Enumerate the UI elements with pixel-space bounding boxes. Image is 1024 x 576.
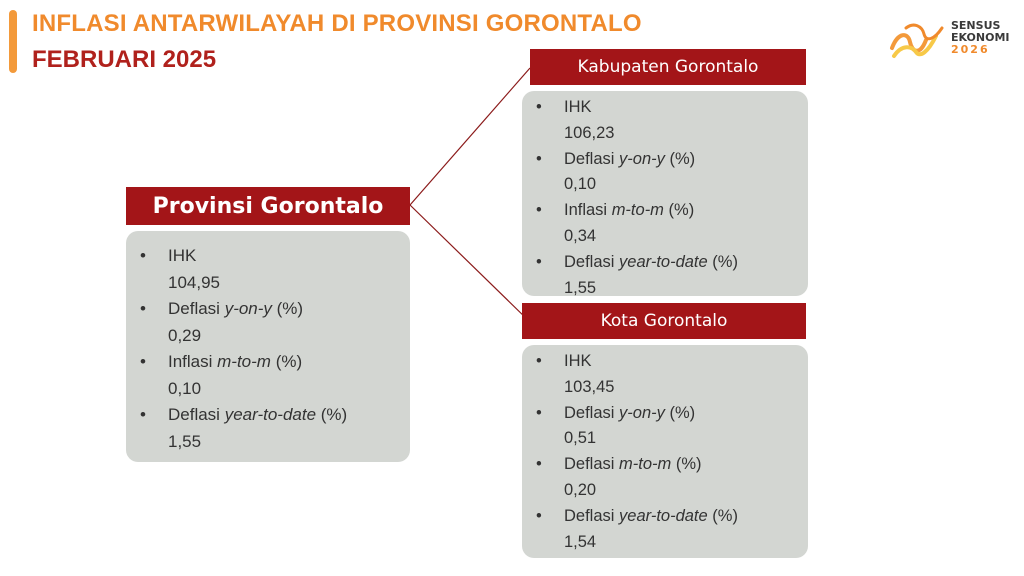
stat-label-period: y-on-y bbox=[619, 403, 665, 422]
kabupaten-header bbox=[530, 49, 806, 85]
stat-label-period: year-to-date bbox=[224, 405, 317, 424]
kabupaten-stats-box bbox=[522, 91, 808, 296]
kota-name: Kota Gorontalo bbox=[600, 311, 728, 331]
province-stats-list bbox=[168, 243, 347, 455]
stat-item bbox=[168, 296, 347, 349]
stat-value: 1,55 bbox=[564, 278, 597, 297]
kabupaten-name: Kabupaten Gorontalo bbox=[577, 57, 759, 77]
stat-item bbox=[168, 402, 347, 455]
stat-label-unit: (%) bbox=[707, 506, 738, 525]
connector-to-kota bbox=[410, 205, 530, 322]
stat-label-period: m-to-m bbox=[217, 352, 271, 371]
stat-value: 0,34 bbox=[564, 226, 597, 245]
stat-label-unit: (%) bbox=[270, 352, 303, 371]
stat-label bbox=[168, 296, 347, 323]
stat-label bbox=[564, 452, 738, 478]
stat-label-period: m-to-m bbox=[611, 201, 664, 220]
stat-label-text: Deflasi bbox=[564, 506, 620, 525]
stat-label-text: Deflasi bbox=[564, 252, 620, 271]
stat-label-period: m-to-m bbox=[619, 455, 672, 474]
stat-label-period: y-on-y bbox=[224, 299, 272, 318]
stat-label-unit: (%) bbox=[663, 201, 695, 220]
stat-value: 0,51 bbox=[564, 429, 597, 448]
stat-label-period: year-to-date bbox=[619, 506, 708, 525]
stat-label-unit: (%) bbox=[707, 252, 738, 271]
stat-label-unit: (%) bbox=[664, 403, 696, 422]
stat-item bbox=[564, 198, 738, 250]
stat-label bbox=[564, 504, 738, 530]
kabupaten-stats-list bbox=[564, 95, 738, 301]
stat-label-text: IHK bbox=[168, 246, 197, 265]
stat-value: 0,29 bbox=[168, 325, 202, 345]
stat-label-unit: (%) bbox=[271, 299, 304, 318]
connector-to-kabupaten bbox=[410, 68, 530, 205]
stat-value: 103,45 bbox=[564, 377, 615, 396]
province-stats-box bbox=[126, 231, 410, 462]
stat-label bbox=[168, 349, 347, 376]
stat-value: 0,10 bbox=[168, 378, 202, 398]
stat-label bbox=[564, 250, 738, 276]
stat-value: 0,10 bbox=[564, 175, 597, 194]
kota-header bbox=[522, 303, 806, 339]
stat-label-text: Deflasi bbox=[564, 455, 620, 474]
province-name: Provinsi Gorontalo bbox=[152, 193, 384, 219]
stat-label bbox=[168, 243, 347, 270]
province-header bbox=[126, 187, 410, 225]
stat-value: 104,95 bbox=[168, 272, 220, 292]
stat-value: 0,20 bbox=[564, 480, 597, 499]
logo-text-year: 2026 bbox=[951, 43, 990, 56]
stat-label-text: IHK bbox=[564, 352, 592, 370]
stat-item bbox=[564, 504, 738, 556]
stat-label-text: Inflasi bbox=[168, 352, 218, 371]
stat-item bbox=[564, 95, 738, 147]
logo-text-line2: EKONOMI bbox=[951, 31, 1010, 44]
stat-item bbox=[564, 250, 738, 302]
stat-item bbox=[564, 147, 738, 199]
stat-value: 106,23 bbox=[564, 123, 615, 142]
stat-value: 1,55 bbox=[168, 431, 202, 451]
stat-label-text: Deflasi bbox=[564, 403, 620, 422]
stat-label bbox=[564, 401, 738, 427]
stat-label-text: IHK bbox=[564, 98, 592, 116]
stat-label-text: Inflasi bbox=[564, 201, 612, 220]
stat-label bbox=[564, 198, 738, 224]
stat-item bbox=[168, 349, 347, 402]
stat-label-text: Deflasi bbox=[168, 299, 225, 318]
stat-label-unit: (%) bbox=[671, 455, 702, 474]
kota-stats-list bbox=[564, 349, 738, 555]
stat-value: 1,54 bbox=[564, 532, 597, 551]
kota-stats-box bbox=[522, 345, 808, 558]
stat-label bbox=[168, 402, 347, 429]
stat-label-period: y-on-y bbox=[619, 149, 665, 168]
stat-label-unit: (%) bbox=[664, 149, 696, 168]
stat-label bbox=[564, 349, 738, 375]
stat-label-unit: (%) bbox=[316, 405, 348, 424]
page-subtitle-period: FEBRUARI 2025 bbox=[32, 46, 217, 73]
stat-label-text: Deflasi bbox=[168, 405, 225, 424]
stat-item bbox=[564, 401, 738, 453]
stat-label bbox=[564, 147, 738, 173]
stat-item bbox=[168, 243, 347, 296]
stat-item bbox=[564, 349, 738, 401]
page-title: INFLASI ANTARWILAYAH DI PROVINSI GORONTALO bbox=[32, 10, 642, 37]
logo-text-line1: SENSUS bbox=[951, 19, 1001, 32]
stat-label-period: year-to-date bbox=[619, 252, 708, 271]
stat-item bbox=[564, 452, 738, 504]
stat-label bbox=[564, 95, 738, 121]
stat-label-text: Deflasi bbox=[564, 149, 620, 168]
